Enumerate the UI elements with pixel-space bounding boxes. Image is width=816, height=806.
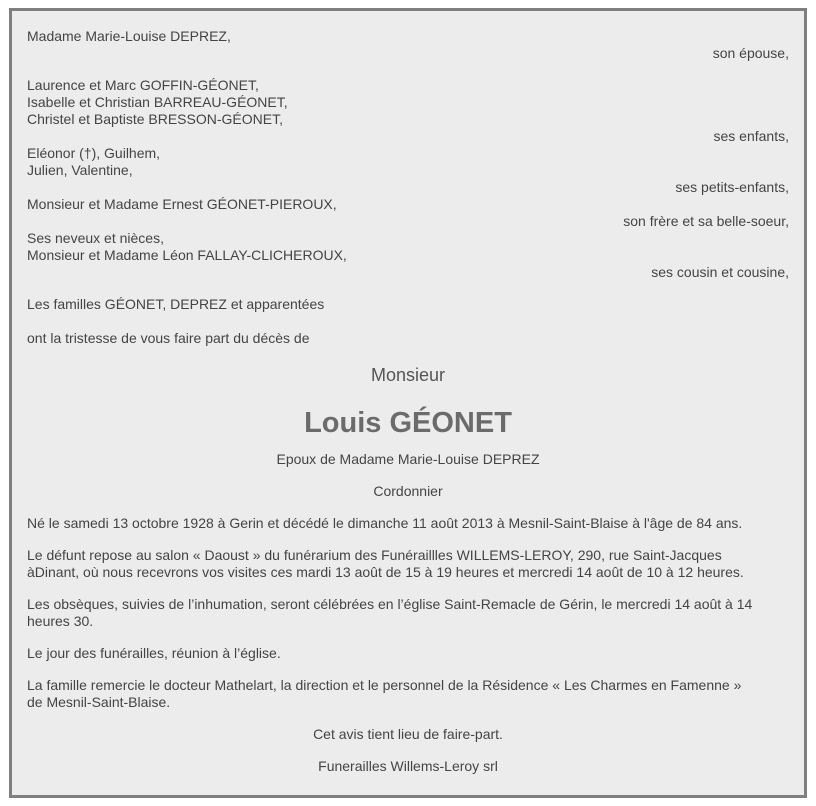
- deceased-honorific: Monsieur: [370, 365, 446, 385]
- families-line: Les familles GÉONET, DEPREZ et apparentées: [27, 296, 325, 312]
- funeral-line-2: heures 30.: [27, 613, 94, 629]
- funeral-home: Funerailles Willems-Leroy srl: [318, 758, 498, 774]
- notice-line: Cet avis tient lieu de faire-part.: [313, 726, 503, 742]
- spouse-role: son épouse,: [712, 45, 789, 61]
- deceased-profession: Cordonnier: [373, 483, 443, 499]
- death-notice: [27, 28, 789, 775]
- sibling-name: Monsieur et Madame Ernest GÉONET-PIEROUX,: [27, 196, 337, 212]
- notice-frame: [9, 8, 807, 798]
- sibling-role: son frère et sa belle-soeur,: [623, 213, 789, 229]
- cousins-2: Monsieur et Madame Léon FALLAY-CLICHEROUX,: [27, 247, 347, 263]
- deceased-name: Louis GÉONET: [304, 407, 512, 439]
- viewing-line-1: Le défunt repose au salon « Daoust » du funérarium des Funéraillles WILLEMS-LEROY, 290, rue Saint-Jacques: [27, 547, 722, 563]
- viewing-line-2: àDinant, où nous recevrons vos visites ces mardi 13 août de 15 à 19 heures et mercredi 14 août de 10 à 12 heures.: [27, 564, 744, 580]
- children-role: ses enfants,: [713, 128, 789, 144]
- grandchildren-1: Eléonor (†), Guilhem,: [27, 145, 161, 161]
- child-3: Christel et Baptiste BRESSON-GÉONET,: [27, 111, 283, 127]
- spouse-name: Madame Marie-Louise DEPREZ,: [27, 28, 231, 44]
- grandchildren-2: Julien, Valentine,: [27, 162, 133, 178]
- deceased-spouse: Epoux de Madame Marie-Louise DEPREZ: [276, 451, 540, 467]
- grandchildren-role: ses petits-enfants,: [675, 179, 789, 195]
- reception-line: Le jour des funérailles, réunion à l’église.: [27, 645, 281, 661]
- cousins-role: ses cousin et cousine,: [651, 264, 789, 280]
- birth-death-line: Né le samedi 13 octobre 1928 à Gerin et décédé le dimanche 11 août 2013 à Mesnil-Saint-Blaise à l'âge de 84 ans.: [27, 515, 743, 531]
- cousins-1: Ses neveux et nièces,: [27, 230, 164, 246]
- announcement-line: ont la tristesse de vous faire part du décès de: [27, 330, 310, 346]
- thanks-line-2: de Mesnil-Saint-Blaise.: [27, 694, 171, 710]
- thanks-line-1: La famille remercie le docteur Mathelart, la direction et le personnel de la Résidence « Les Charmes en Famenne »: [27, 677, 742, 693]
- child-2: Isabelle et Christian BARREAU-GÉONET,: [27, 94, 288, 110]
- funeral-line-1: Les obsèques, suivies de l’inhumation, seront célébrées en l’église Saint-Remacle de Gérin, le mercredi 14 août à 14: [27, 596, 753, 612]
- child-1: Laurence et Marc GOFFIN-GÉONET,: [27, 77, 259, 93]
